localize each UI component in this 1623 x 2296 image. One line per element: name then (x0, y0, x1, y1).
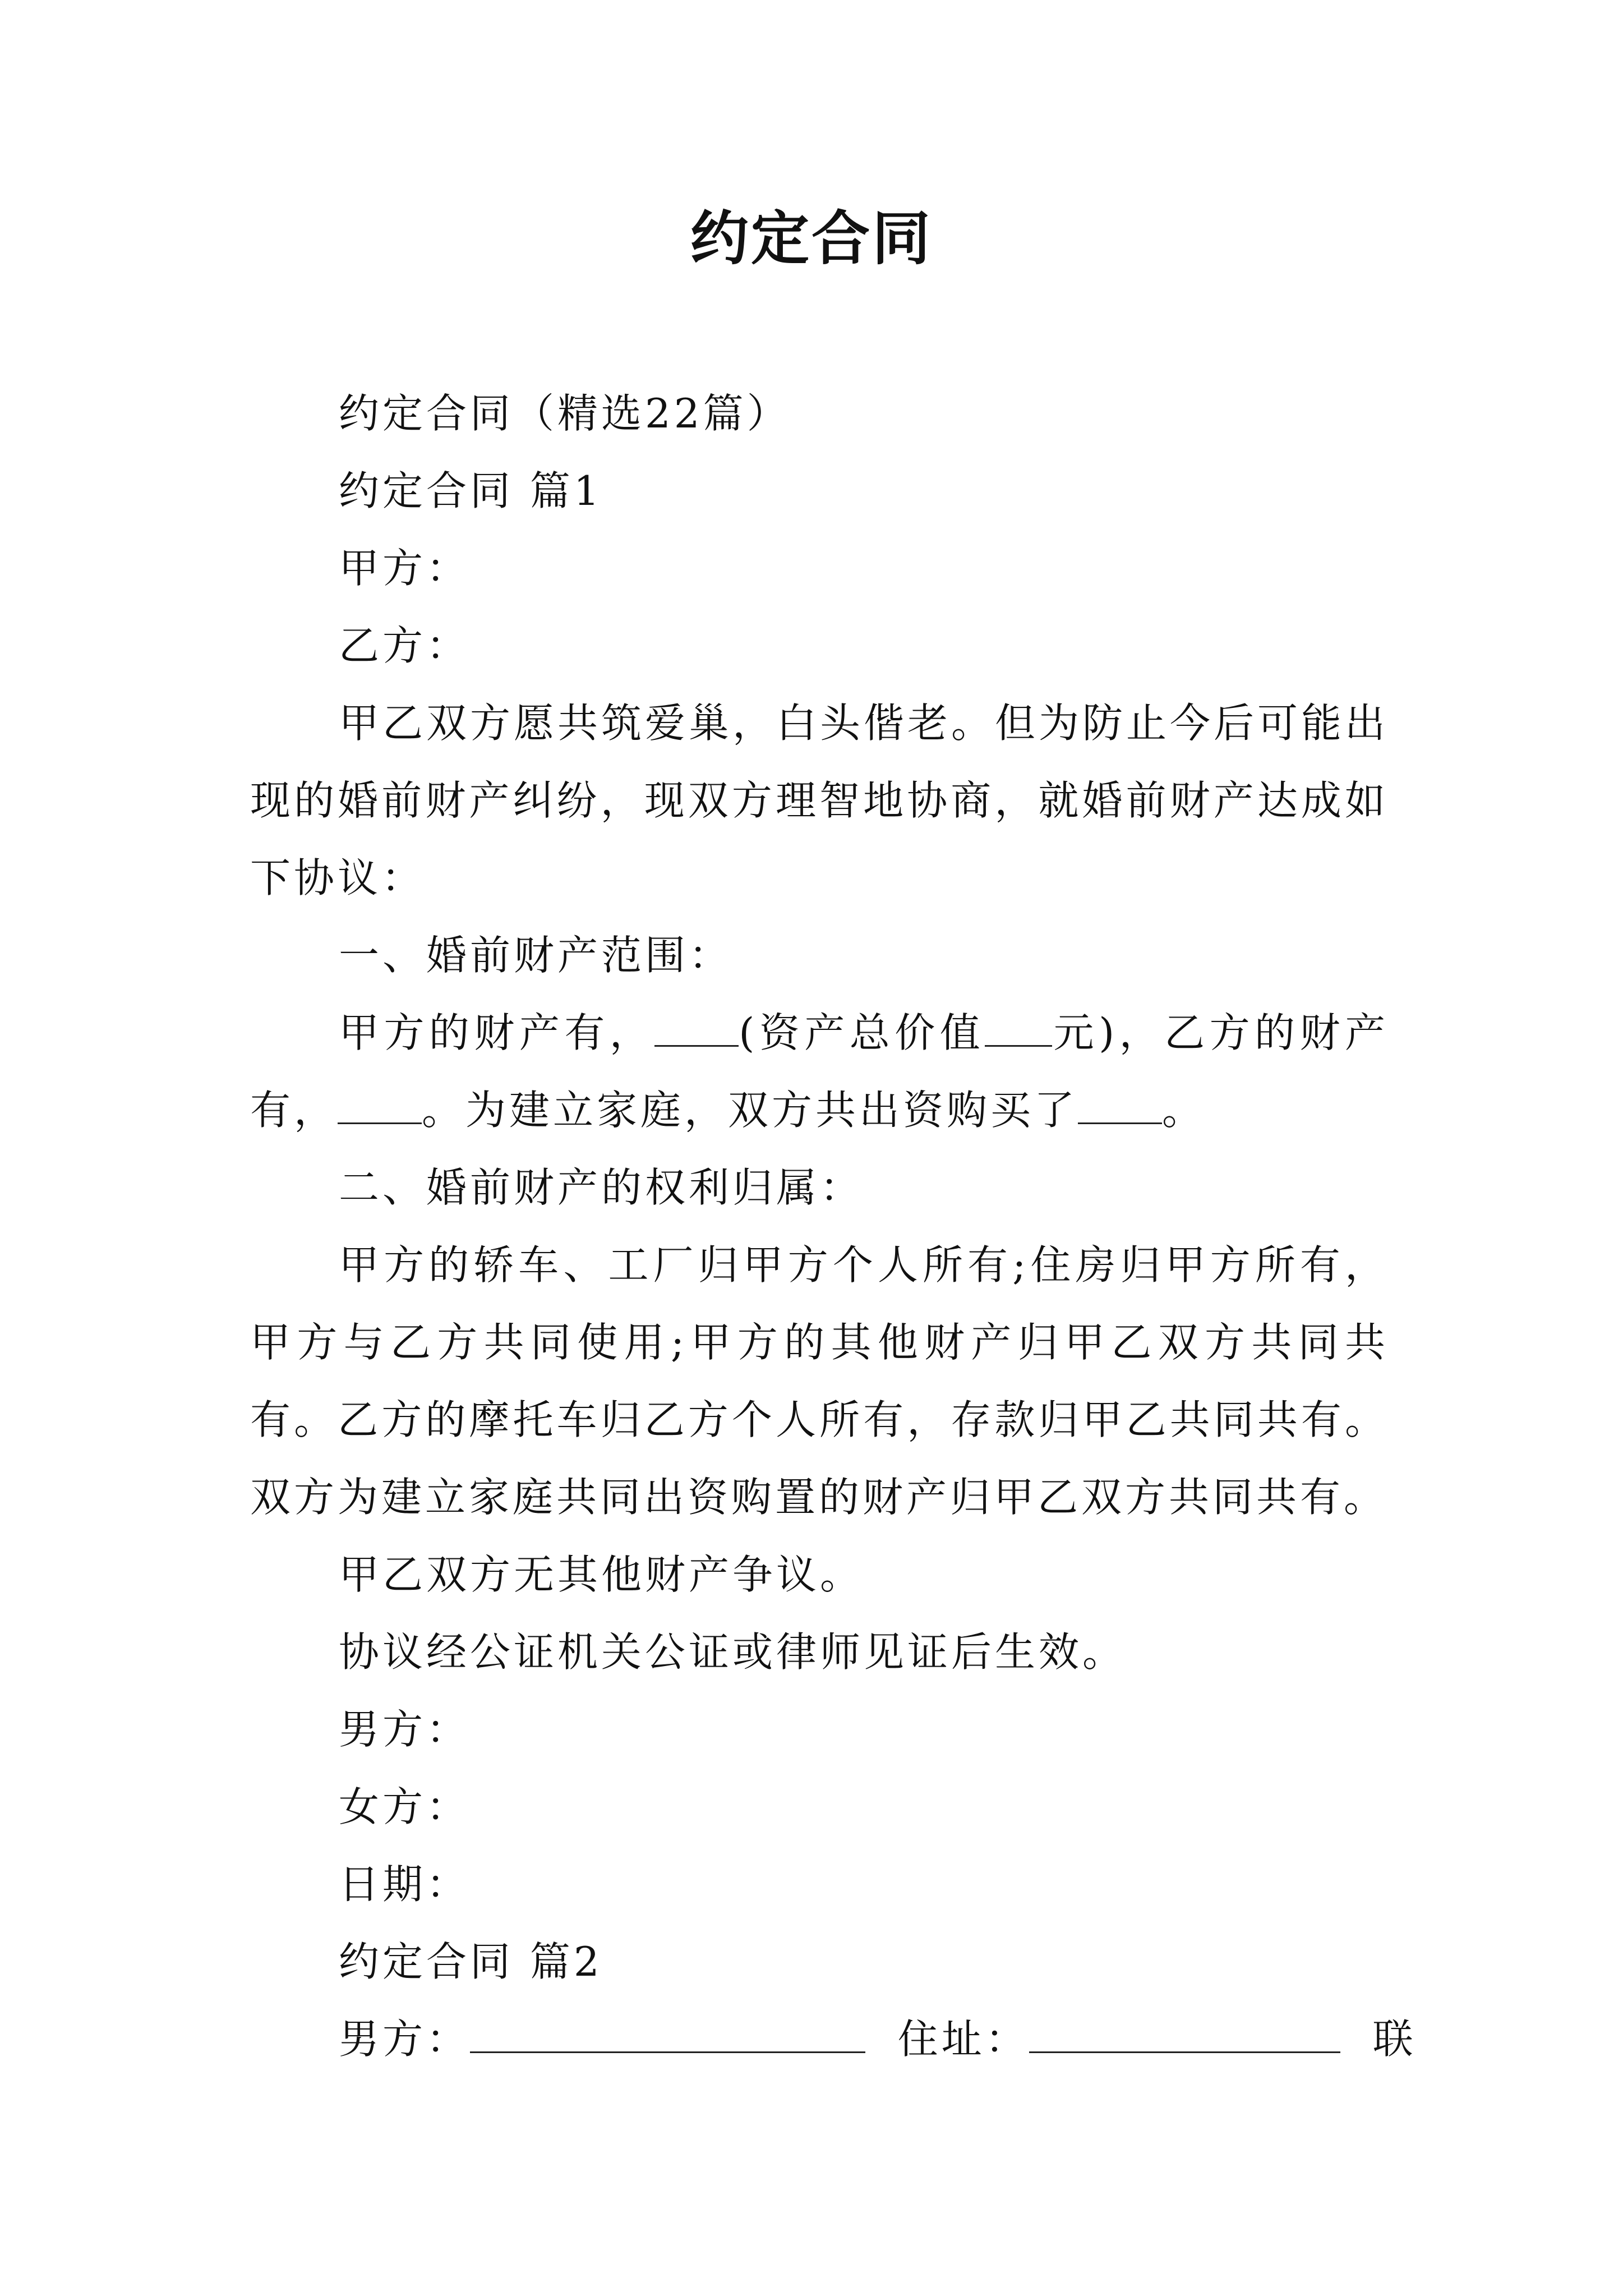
clause-1-text-e: 。 (1162, 1087, 1206, 1134)
clause-2-heading: 二、婚前财产的权利归属： (339, 1164, 864, 1211)
clause-1-text-c: 元)，乙方的财产有， (250, 1009, 1389, 1134)
joint-purchase-blank (1078, 1088, 1162, 1124)
section-1-heading: 约定合同 篇1 (339, 467, 603, 514)
property-blank (654, 1010, 739, 1047)
document-body (250, 375, 1417, 2078)
s2-male-blank (470, 2017, 865, 2053)
s2-male-label: 男方： (339, 2016, 471, 2063)
document-title: 约定合同 (690, 204, 933, 273)
clause-1-text-d: 。为建立家庭，双方共出资购买了 (422, 1087, 1078, 1134)
female-signature-label: 女方： (339, 1783, 471, 1830)
section-2-party-row (250, 2000, 1417, 2078)
document-subtitle: 约定合同（精选22篇） (339, 390, 791, 437)
no-dispute-statement: 甲乙双方无其他财产争议。 (339, 1551, 864, 1598)
party-b-label: 乙方： (339, 622, 471, 669)
party-a-label: 甲方： (339, 545, 471, 592)
clause-2-body: 甲方的轿车、工厂归甲方个人所有;住房归甲方所有，甲方与乙方共同使用;甲方的其他财产归甲乙双方共同共有。乙方的摩托车归乙方个人所有，存款归甲乙共同共有。双方为建立家庭共同出资购置的财产归甲乙双方共同共有。 (250, 1241, 1389, 1521)
value-blank (985, 1010, 1052, 1047)
date-label: 日期： (339, 1861, 471, 1908)
intro-paragraph: 甲乙双方愿共筑爱巢，白头偕老。但为防止今后可能出现的婚前财产纠纷，现双方理智地协商，就婚前财产达成如下协议： (250, 700, 1389, 901)
clause-1-text-b: (资产总价值 (739, 1009, 985, 1056)
s2-contact-label: 联 (1372, 2016, 1417, 2063)
clause-1-body (250, 994, 1389, 1149)
clause-1-text-a: 甲方的财产有， (339, 1009, 655, 1056)
clause-1-heading: 一、婚前财产范围： (339, 932, 733, 979)
party-b-property-blank (338, 1088, 422, 1124)
male-signature-label: 男方： (339, 1706, 471, 1753)
effective-statement: 协议经公证机关公证或律师见证后生效。 (339, 1628, 1127, 1676)
s2-address-blank (1029, 2017, 1340, 2053)
section-2-heading: 约定合同 篇2 (339, 1938, 603, 1985)
s2-address-label: 住址： (897, 2016, 1029, 2063)
